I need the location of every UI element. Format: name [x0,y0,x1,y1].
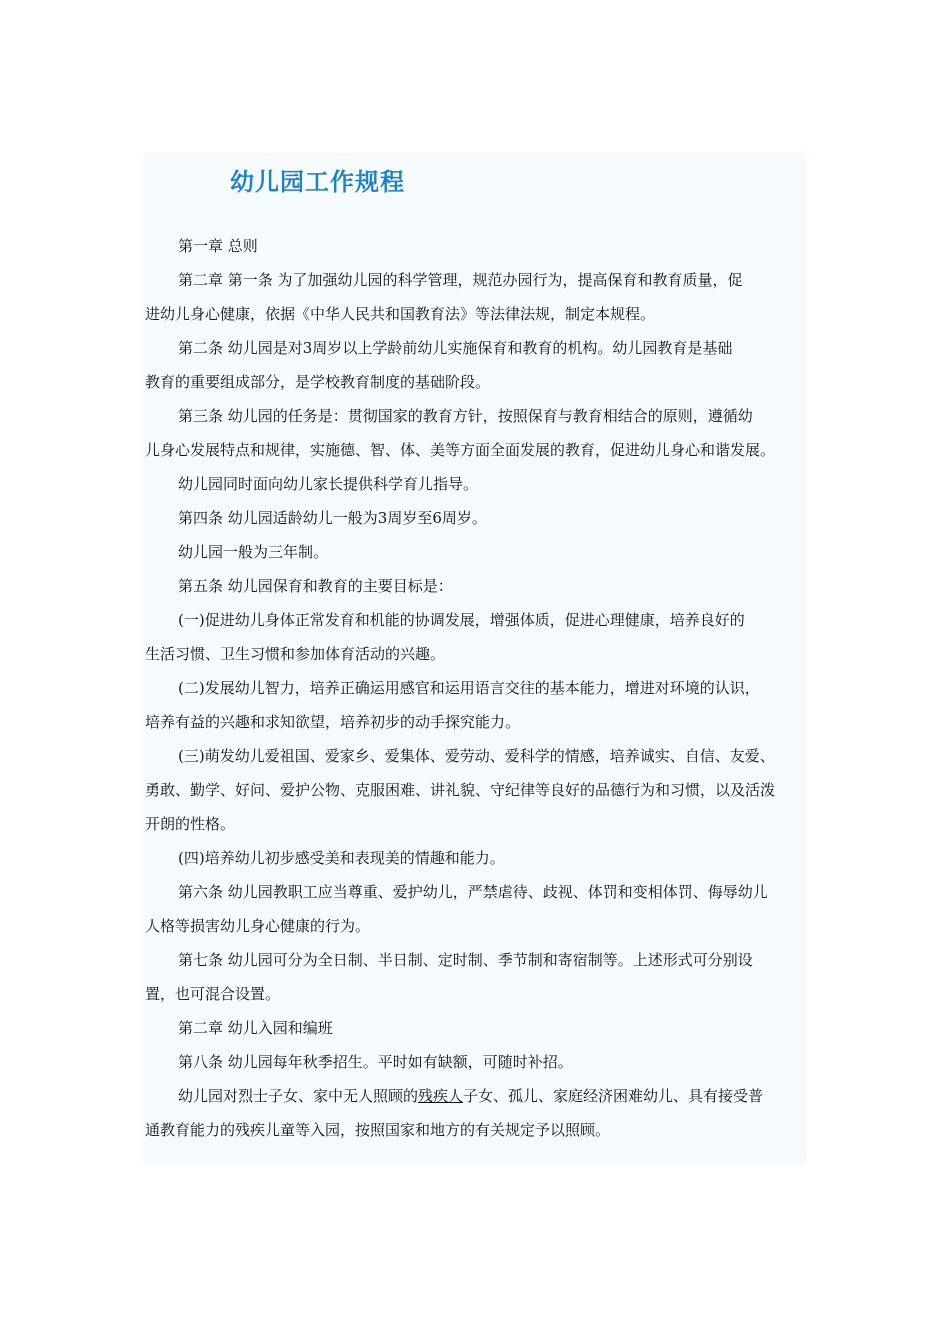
text-line: 第二条 幼儿园是对3周岁以上学龄前幼儿实施保育和教育的机构。幼儿园教育是基础 [178,339,733,357]
paragraph-article-6 [145,875,809,943]
document-body [145,229,809,1147]
paragraph-chapter-1 [145,229,809,263]
paragraph-article-5 [145,569,809,603]
text-line: (四)培养幼儿初步感受美和表现美的情趣和能力。 [178,849,505,867]
text-line: 第七条 幼儿园可分为全日制、半日制、定时制、季节制和寄宿制等。上述形式可分别设 [178,951,753,969]
text-line: (二)发展幼儿智力，培养正确运用感官和运用语言交往的基本能力，增进对环境的认识， [178,679,760,697]
text-line: 生活习惯、卫生习惯和参加体育活动的兴趣。 [145,645,446,663]
text-segment: 幼儿园对烈士子女、家中无人照顾的 [178,1087,419,1105]
paragraph-article-8 [145,1045,809,1079]
text-line: 第三条 幼儿园的任务是：贯彻国家的教育方针，按照保育与教育相结合的原则，遵循幼 [178,407,753,425]
underlined-term: 残疾人 [418,1087,464,1105]
text-line: 第二章 幼儿入园和编班 [178,1019,333,1037]
paragraph-goal-1 [145,603,809,671]
text-line: 第八条 幼儿园每年秋季招生。平时如有缺额，可随时补招。 [178,1053,573,1071]
paragraph-goal-4 [145,841,809,875]
text-line: 第四条 幼儿园适龄幼儿一般为3周岁至6周岁。 [178,509,487,527]
paragraph-article-2 [145,331,809,399]
paragraph-three-year [145,535,809,569]
text-line: 教育的重要组成部分，是学校教育制度的基础阶段。 [145,373,491,391]
text-line: 第一章 总则 [178,237,258,255]
text-line: 幼儿园同时面向幼儿家长提供科学育儿指导。 [178,475,479,493]
text-line: 勇敢、勤学、好问、爱护公物、克服困难、讲礼貌、守纪律等良好的品德行为和习惯，以及活泼 [145,781,776,799]
text-line: 第六条 幼儿园教职工应当尊重、爱护幼儿，严禁虐待、歧视、体罚和变相体罚、侮辱幼儿 [178,883,768,901]
paragraph-admission-priority [145,1079,809,1147]
paragraph-goal-2 [145,671,809,739]
paragraph-parent-guidance [145,467,809,501]
text-line: (一)促进幼儿身体正常发育和机能的协调发展，增强体质，促进心理健康，培养良好的 [178,611,745,629]
paragraph-article-7 [145,943,809,1011]
text-line [145,1079,809,1113]
text-line: 通教育能力的残疾儿童等入园，按照国家和地方的有关规定予以照顾。 [145,1121,611,1139]
text-segment: 子女、孤儿、家庭经济困难幼儿、具有接受普 [463,1087,764,1105]
text-line: 第五条 幼儿园保育和教育的主要目标是： [178,577,453,595]
document-title: 幼儿园工作规程 [230,168,405,196]
text-line: 培养有益的兴趣和求知欲望，培养初步的动手探究能力。 [145,713,521,731]
paragraph-article-1 [145,263,809,331]
text-line: 幼儿园一般为三年制。 [178,543,329,561]
text-line: 置，也可混合设置。 [145,985,281,1003]
paragraph-chapter-2 [145,1011,809,1045]
text-line: (三)萌发幼儿爱祖国、爱家乡、爱集体、爱劳动、爱科学的情感，培养诚实、自信、友爱、 [178,747,775,765]
paragraph-article-3 [145,399,809,467]
paragraph-article-4 [145,501,809,535]
text-line: 儿身心发展特点和规律，实施德、智、体、美等方面全面发展的教育，促进幼儿身心和谐发展。 [145,441,776,459]
text-line: 进幼儿身心健康，依据《中华人民共和国教育法》等法律法规，制定本规程。 [145,305,656,323]
text-line: 开朗的性格。 [145,815,236,833]
paragraph-goal-3 [145,739,809,841]
text-line: 第二章 第一条 为了加强幼儿园的科学管理，规范办园行为，提高保育和教育质量，促 [178,271,743,289]
text-line: 人格等损害幼儿身心健康的行为。 [145,917,371,935]
